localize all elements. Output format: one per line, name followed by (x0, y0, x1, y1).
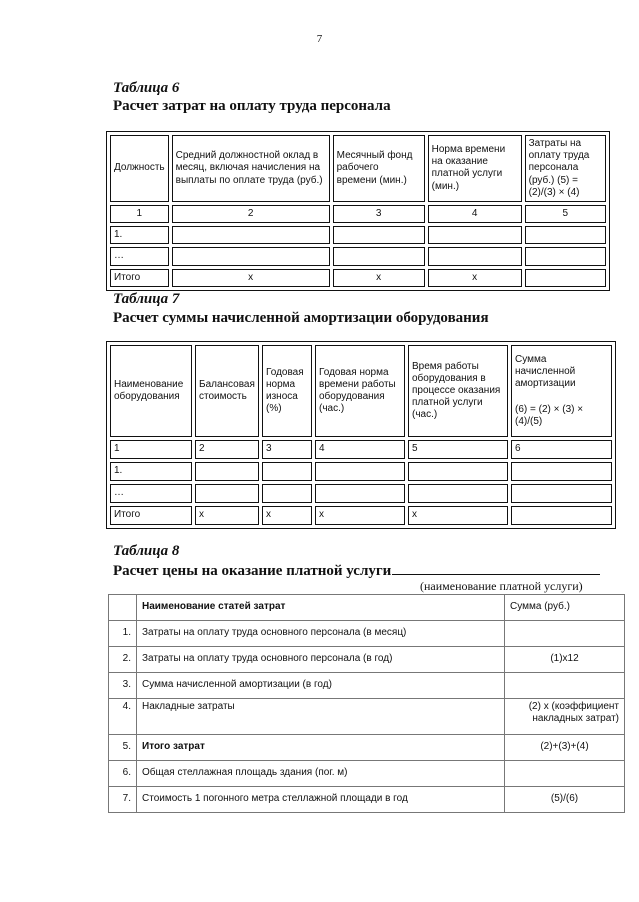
page-number: 7 (316, 33, 323, 45)
table-cell (408, 484, 508, 503)
row-name: Затраты на оплату труда основного персонала (в год) (137, 647, 505, 673)
table-cell (172, 226, 330, 244)
row-sum: (5)/(6) (505, 787, 625, 813)
table-cell (195, 462, 259, 481)
table8-header-cell: Наименование статей затрат (137, 595, 505, 621)
table-cell (525, 247, 606, 265)
table6-number-cell: 1 (110, 205, 169, 223)
table-cell (262, 462, 312, 481)
table6-header-cell: Месячный фонд рабочего времени (мин.) (333, 135, 425, 202)
row-sum (505, 761, 625, 787)
table6-number-cell: 3 (333, 205, 425, 223)
table-cell: Итого (110, 269, 169, 287)
table7-number-cell: 1 (110, 440, 192, 459)
row-number: 4. (109, 699, 137, 735)
table-row (109, 647, 625, 673)
table7-caption: Таблица 7 (113, 291, 180, 307)
table-cell: Итого (110, 506, 192, 525)
table8-title-line (113, 561, 600, 580)
table-cell (511, 484, 612, 503)
table7-number-cell: 6 (511, 440, 612, 459)
row-number: 7. (109, 787, 137, 813)
table-cell (262, 484, 312, 503)
row-sum (505, 673, 625, 699)
table-cell (408, 462, 508, 481)
table6-number-row (110, 205, 606, 223)
table6 (106, 131, 610, 291)
table-cell (333, 247, 425, 265)
table7-number-row (110, 440, 612, 459)
table-cell: х (172, 269, 330, 287)
table-cell (428, 247, 522, 265)
table7-number-cell: 2 (195, 440, 259, 459)
table-cell: 1. (110, 226, 169, 244)
table-cell (315, 462, 405, 481)
table6-header-cell: Средний должностной оклад в месяц, включая начисления на выплаты по оплате труда (руб.) (172, 135, 330, 202)
table6-number-cell: 5 (525, 205, 606, 223)
table-row (110, 462, 612, 481)
table-row (109, 735, 625, 761)
table-cell: х (262, 506, 312, 525)
row-name: Стоимость 1 погонного метра стеллажной площади в год (137, 787, 505, 813)
table6-header-row (110, 135, 606, 202)
table7-header-cell: Годовая норма времени работы оборудования (час.) (315, 345, 405, 437)
table-cell: 1. (110, 462, 192, 481)
row-number: 5. (109, 735, 137, 761)
table7-number-cell: 3 (262, 440, 312, 459)
table-cell (511, 506, 612, 525)
table7 (106, 341, 616, 529)
table-cell: … (110, 247, 169, 265)
table-cell (511, 462, 612, 481)
table7-header-row (110, 345, 612, 437)
table7-number-cell: 5 (408, 440, 508, 459)
table7-header-cell: Годовая норма износа (%) (262, 345, 312, 437)
table8-header-cell (109, 595, 137, 621)
table6-number-cell: 4 (428, 205, 522, 223)
row-number: 1. (109, 621, 137, 647)
row-sum: (1)х12 (505, 647, 625, 673)
table-cell (315, 484, 405, 503)
row-name: Общая стеллажная площадь здания (пог. м) (137, 761, 505, 787)
table-total-row (110, 506, 612, 525)
table6-title: Расчет затрат на оплату труда персонала (113, 98, 391, 114)
table-cell: х (333, 269, 425, 287)
table7-number-cell: 4 (315, 440, 405, 459)
table-row (110, 484, 612, 503)
table7-header-formula: (6) = (2) × (3) × (4)/(5) (515, 403, 584, 427)
table6-header-cell: Должность (110, 135, 169, 202)
table8-header-cell: Сумма (руб.) (505, 595, 625, 621)
table-cell (333, 226, 425, 244)
table7-header-cell: Наименование оборудования (110, 345, 192, 437)
table8-note: (наименование платной услуги) (420, 579, 583, 593)
table6-header-cell: Норма времени на оказание платной услуги (мин.) (428, 135, 522, 202)
table8 (108, 594, 625, 813)
table-row (110, 247, 606, 265)
table-cell (525, 269, 606, 287)
table-cell (428, 226, 522, 244)
table7-header-cell: Балансовая стоимость (195, 345, 259, 437)
row-number: 3. (109, 673, 137, 699)
row-sum: (2)+(3)+(4) (505, 735, 625, 761)
table7-header-cell: Время работы оборудования в процессе оказания платной услуги (час.) (408, 345, 508, 437)
table6-caption: Таблица 6 (113, 80, 180, 96)
table7-header-text: Сумма начисленной амортизации (515, 354, 576, 390)
row-name: Накладные затраты (137, 699, 505, 735)
table-row (109, 673, 625, 699)
table-cell: х (428, 269, 522, 287)
table-cell (525, 226, 606, 244)
title-blank-line (392, 561, 600, 575)
row-number: 2. (109, 647, 137, 673)
table-row (109, 761, 625, 787)
table7-title: Расчет суммы начисленной амортизации оборудования (113, 310, 489, 326)
table8-header-row (109, 595, 625, 621)
table8-caption: Таблица 8 (113, 543, 180, 559)
row-sum (505, 621, 625, 647)
table-total-row (110, 269, 606, 287)
table-cell: х (408, 506, 508, 525)
row-name: Затраты на оплату труда основного персонала (в месяц) (137, 621, 505, 647)
row-name: Итого затрат (137, 735, 505, 761)
table-cell (172, 247, 330, 265)
table7-header-cell (511, 345, 612, 437)
table-row (110, 226, 606, 244)
row-number: 6. (109, 761, 137, 787)
table-cell: х (195, 506, 259, 525)
row-sum: (2) х (коэффициент накладных затрат) (505, 699, 625, 735)
row-name: Сумма начисленной амортизации (в год) (137, 673, 505, 699)
table-cell: … (110, 484, 192, 503)
table-cell: х (315, 506, 405, 525)
table-row (109, 621, 625, 647)
table-cell (195, 484, 259, 503)
table-row (109, 787, 625, 813)
table8-title: Расчет цены на оказание платной услуги (113, 563, 392, 579)
table6-header-cell: Затраты на оплату труда персонала (руб.) (5) = (2)/(3) × (4) (525, 135, 606, 202)
table6-number-cell: 2 (172, 205, 330, 223)
table-row (109, 699, 625, 735)
